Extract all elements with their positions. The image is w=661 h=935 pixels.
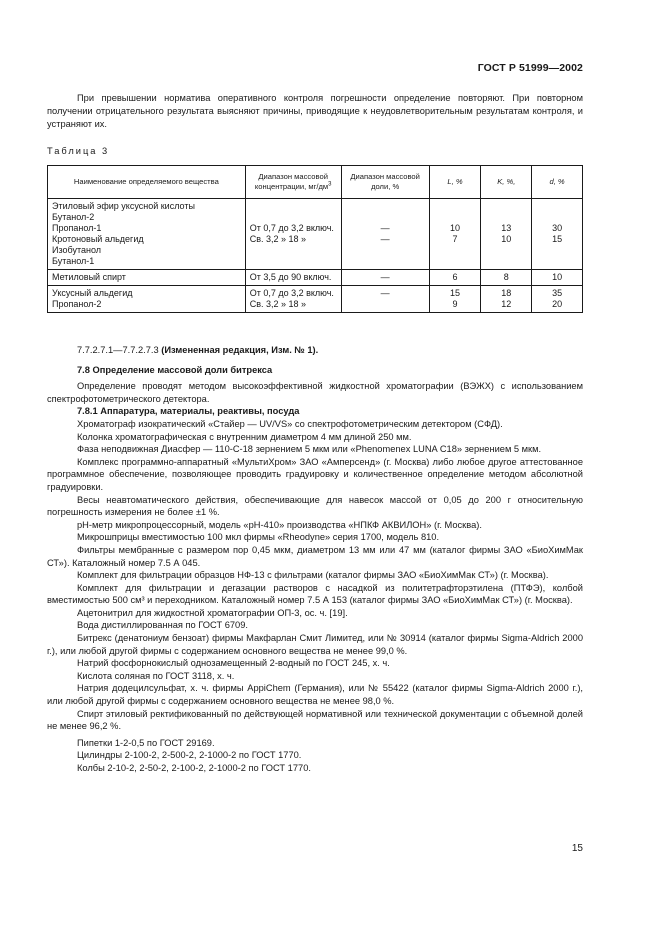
header-fraction-line1: Диапазон массовой — [350, 172, 420, 181]
cell-line — [346, 201, 425, 212]
equipment-list — [47, 418, 583, 775]
cell-line: 8 — [503, 272, 509, 282]
table-header-row — [48, 166, 583, 199]
equipment-item: Комплект для фильтрации и дегазации растворов с насадкой из политетрафторэтилена (ПТФЭ), колбой вместимостью 500 см³ и переходником. Каталожный номер 7.5 А 153 (каталог фирмы ЗАО «БиоХимМак СТ») (г. Москва). — [47, 582, 583, 606]
cell-line — [346, 245, 425, 256]
cell-line: Св. 3,2 » 18 » — [249, 234, 307, 244]
cell-line — [434, 212, 477, 223]
cell-line: 9 — [452, 299, 458, 309]
cell-line: 12 — [501, 299, 512, 309]
cell-line: 30 — [552, 223, 563, 233]
header-concentration-line2: концентрации, мг/дм — [254, 182, 329, 191]
cell-line — [250, 245, 337, 256]
cell-line: 15 — [552, 234, 563, 244]
header-concentration-range — [245, 166, 341, 199]
cell-fraction — [341, 199, 429, 270]
method-paragraph: Определение проводят методом высокоэффективной жидкостной хроматографии (ВЭЖХ) с использованием спектрофотометрического детектора. — [47, 381, 583, 404]
cell-line: — — [380, 272, 390, 282]
equipment-item: Натрий фосфорнокислый однозамещенный 2-водный по ГОСТ 245, х. ч. — [77, 658, 390, 669]
equipment-item: Спирт этиловый ректификованный по действующей нормативной или технической документации с объемной долей не менее 96,2 %. — [47, 708, 583, 732]
cell-line: Пропанол-1 — [52, 223, 102, 233]
cell-line — [346, 256, 425, 267]
cell-line: 35 — [552, 288, 563, 298]
cell-line: — — [380, 288, 390, 298]
cell-line: Кротоновый альдегид — [52, 234, 144, 244]
cell-substance — [48, 286, 246, 313]
cell-concentration — [245, 270, 341, 286]
cell-line — [250, 256, 337, 267]
cell-line: 10 — [449, 223, 460, 233]
cell-line: 10 — [501, 234, 512, 244]
cell-line: Изобутанол — [52, 245, 102, 255]
intro-text: При превышении норматива оперативного контроля погрешности определение повторяют. При повторном получении отрицательного результата выясняют причины, приводящие к неудовлетворительным результатам контроля, и устраняют их. — [47, 93, 583, 129]
equipment-item: Хроматограф изократический «Стайер — UV/VS» со спектрофотометрическим детектором (СФД). — [77, 418, 503, 429]
equipment-item: Комплекс программно-аппаратный «МультиХром» ЗАО «Амперсенд» (г. Москва) либо любое другое аттестованное программное обеспечение, позволяющее проводить градуировку и количественное определение методом абсолютной градуировки. — [47, 456, 583, 492]
cell-L — [429, 270, 481, 286]
cell-line: — — [380, 223, 390, 233]
cell-fraction — [341, 270, 429, 286]
equipment-item: pH-метр микропроцессорный, модель «pH-410» производства «НПКФ АКВИЛОН» (г. Москва). — [77, 519, 482, 530]
table-row — [48, 199, 583, 270]
cell-line — [536, 245, 578, 256]
cell-line — [250, 201, 337, 212]
cell-substance — [48, 199, 246, 270]
equipment-item: Пипетки 1-2-0,5 по ГОСТ 29169. — [77, 737, 215, 748]
edition-note-range: 7.7.2.7.1—7.7.2.7.3 — [77, 345, 159, 355]
cell-concentration — [245, 286, 341, 313]
table-caption: Таблица 3 — [47, 146, 110, 156]
equipment-item: Весы неавтоматического действия, обеспечивающие для навесок массой от 0,05 до 200 г относительную погрешность измерения не более ±1 %. — [47, 494, 583, 518]
equipment-item: Цилиндры 2-100-2, 2-500-2, 2-1000-2 по ГОСТ 1770. — [77, 750, 302, 761]
header-K: K, %, — [481, 166, 532, 199]
cell-d — [532, 270, 583, 286]
equipment-item: Фаза неподвижная Диасфер — 110-С-18 зернением 5 мкм или «Phenomenex LUNA C18» зернением 5 мкм. — [77, 444, 542, 455]
cell-d — [532, 199, 583, 270]
cell-line — [346, 299, 425, 310]
equipment-item: Колонка хроматографическая с внутренним диаметром 4 мм длиной 250 мм. — [77, 431, 412, 442]
cell-line — [434, 245, 477, 256]
cell-line: От 3,5 до 90 включ. — [249, 272, 332, 282]
cell-line: 20 — [552, 299, 563, 309]
page-number: 15 — [571, 843, 583, 854]
cell-L — [429, 286, 481, 313]
table-body — [48, 199, 583, 313]
cell-line: Метиловый спирт — [52, 272, 126, 282]
cell-line — [485, 256, 527, 267]
header-concentration-line2-wrap — [250, 182, 337, 192]
cell-line: Уксусный альдегид — [52, 288, 133, 298]
equipment-item: Натрия додецилсульфат, х. ч. фирмы AppiChem (Германия), или № 55422 (каталог фирмы Sigma-Aldrich 2000 г.), или любой другой фирмы с содержанием основного вещества не менее 98,0 %. — [47, 683, 583, 707]
equipment-item: Вода дистиллированная по ГОСТ 6709. — [77, 620, 248, 631]
equipment-item: Ацетонитрил для жидкостной хроматографии ОП-3, ос. ч. [19]. — [77, 607, 348, 618]
cell-line: — — [380, 234, 390, 244]
cell-concentration — [245, 199, 341, 270]
equipment-item: Кислота соляная по ГОСТ 3118, х. ч. — [77, 670, 235, 681]
header-fraction-range — [341, 166, 429, 199]
cell-line: От 0,7 до 3,2 включ. — [249, 288, 334, 298]
edition-note — [47, 344, 583, 357]
cell-line — [485, 245, 527, 256]
cell-line — [250, 212, 337, 223]
header-L: L, % — [429, 166, 481, 199]
equipment-item: Микрошприцы вместимостью 100 мкл фирмы «Rheodyne» серия 1700, модель 810. — [77, 532, 440, 543]
cell-line: Св. 3,2 » 18 » — [249, 299, 307, 309]
cell-L — [429, 199, 481, 270]
cell-line — [434, 201, 477, 212]
cell-line: От 0,7 до 3,2 включ. — [249, 223, 334, 233]
cell-K — [481, 270, 532, 286]
edition-note-text: (Измененная редакция, Изм. № 1). — [161, 345, 319, 355]
cell-K — [481, 199, 532, 270]
cell-line: Пропанол-2 — [52, 299, 102, 309]
subsection-heading: 7.8.1 Аппаратура, материалы, реактивы, посуда — [77, 406, 300, 417]
cell-line — [434, 256, 477, 267]
table-row — [48, 270, 583, 286]
cell-d — [532, 286, 583, 313]
section-body — [47, 337, 583, 775]
cell-line — [536, 201, 578, 212]
header-substance: Наименование определяемого вещества — [48, 166, 246, 199]
equipment-item: Колбы 2-10-2, 2-50-2, 2-100-2, 2-1000-2 по ГОСТ 1770. — [77, 763, 311, 773]
cell-line: Бутанол-1 — [52, 256, 95, 266]
equipment-item: Битрекс (денатониум бензоат) фирмы Макфарлан Смит Лимитед, или № 30914 (каталог фирмы Sigma-Aldrich 2000 г.), или любой другой фирмы с содержанием основного вещества не менее 99,0 %. — [47, 633, 583, 656]
header-concentration-sup: 3 — [328, 181, 332, 188]
header-fraction-line2: доли, % — [371, 182, 400, 191]
cell-line: Этиловый эфир уксусной кислоты — [52, 201, 195, 211]
cell-line — [536, 256, 578, 267]
header-concentration-line1: Диапазон массовой — [258, 172, 328, 181]
cell-line — [485, 201, 527, 212]
cell-line: 10 — [552, 272, 563, 282]
equipment-item: Фильтры мембранные с размером пор 0,45 мкм, диаметром 13 мм или 47 мм (каталог фирмы ЗАО «БиоХимМак СТ»). Каталожный номер 7.5 А 045. — [47, 544, 583, 568]
cell-substance — [48, 270, 246, 286]
cell-line: 18 — [501, 288, 512, 298]
cell-line — [485, 212, 527, 223]
intro-paragraph — [47, 92, 583, 131]
table-3 — [47, 165, 583, 313]
cell-line: Бутанол-2 — [52, 212, 95, 222]
cell-line: 15 — [449, 288, 460, 298]
section-heading: 7.8 Определение массовой доли битрекса — [77, 364, 273, 375]
equipment-item: Комплект для фильтрации образцов НФ-13 с фильтрами (каталог фирмы ЗАО «БиоХимМак СТ») (г. Москва). — [77, 570, 549, 581]
cell-line: 7 — [452, 234, 458, 244]
cell-fraction — [341, 286, 429, 313]
standard-header: ГОСТ Р 51999—2002 — [477, 62, 583, 74]
table-row — [48, 286, 583, 313]
cell-line: 6 — [452, 272, 458, 282]
cell-line: 13 — [501, 223, 512, 233]
cell-K — [481, 286, 532, 313]
cell-line — [536, 212, 578, 223]
header-d: d, % — [532, 166, 583, 199]
cell-line — [346, 212, 425, 223]
